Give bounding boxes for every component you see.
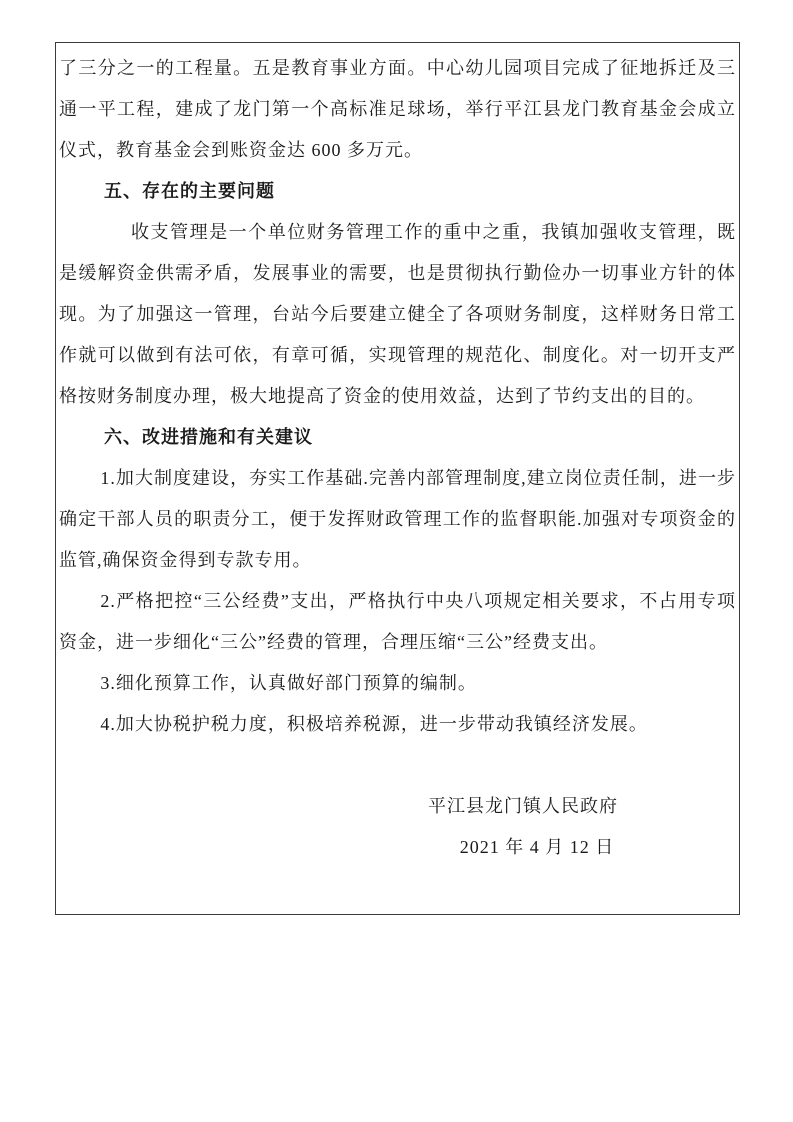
signature-date: 2021 年 4 月 12 日	[459, 837, 615, 857]
paragraph-problems-body: 收支管理是一个单位财务管理工作的重中之重，我镇加强收支管理，既是缓解资金供需矛盾，发展事业的需要，也是贯彻执行勤俭办一切事业方针的体现。为了加强这一管理，台站今后要建立健全了各项财务制度，这样财务日常工作就可以做到有法可依，有章可循，实现管理的规范化、制度化。对一切开支严格按财务制度办理，极大地提高了资金的使用效益，达到了节约支出的目的。	[59, 222, 736, 406]
paragraph-continuation: 了三分之一的工程量。五是教育事业方面。中心幼儿园项目完成了征地拆迁及三通一平工程，建成了龙门第一个高标准足球场，举行平江县龙门教育基金会成立仪式，教育基金会到账资金达 600 多万元。	[59, 58, 736, 160]
document-border	[55, 42, 740, 915]
signature-block	[428, 786, 618, 868]
paragraph-suggestion-2: 2.严格把控“三公经费”支出，严格执行中央八项规定相关要求，不占用专项资金，进一步细化“三公”经费的管理，合理压缩“三公”经费支出。	[59, 591, 736, 652]
signature-organization: 平江县龙门镇人民政府	[428, 796, 618, 816]
paragraph-suggestion-3: 3.细化预算工作，认真做好部门预算的编制。	[100, 673, 477, 693]
paragraph-suggestion-1: 1.加大制度建设，夯实工作基础.完善内部管理制度,建立岗位责任制，进一步确定干部人员的职责分工，便于发挥财政管理工作的监督职能.加强对专项资金的监管,确保资金得到专款专用。	[59, 468, 736, 570]
section-heading-problems: 五、存在的主要问题	[104, 181, 275, 201]
section-heading-suggestions: 六、改进措施和有关建议	[104, 427, 313, 447]
paragraph-suggestion-4: 4.加大协税护税力度，积极培养税源，进一步带动我镇经济发展。	[100, 714, 648, 734]
